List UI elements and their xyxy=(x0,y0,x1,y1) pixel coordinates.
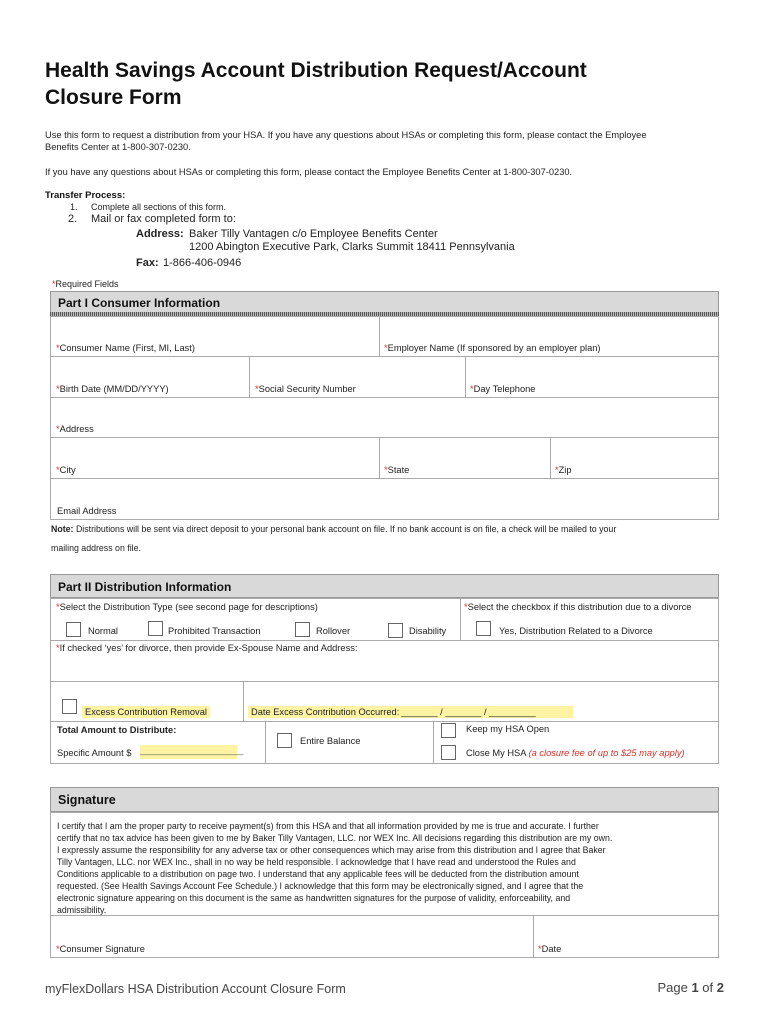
consumer-name-field[interactable]: *Consumer Name (First, MI, Last) xyxy=(56,343,195,353)
birth-date-field[interactable]: *Birth Date (MM/DD/YYYY) xyxy=(56,384,169,394)
divorce-label: Yes, Distribution Related to a Divorce xyxy=(499,626,653,636)
close-hsa-label: Close My HSA (a closure fee of up to $25 may apply) xyxy=(466,748,685,758)
close-hsa-checkbox[interactable] xyxy=(441,745,456,760)
prohibited-transaction-label: Prohibited Transaction xyxy=(168,626,261,636)
disability-label: Disability xyxy=(409,626,447,636)
consumer-signature-field[interactable]: *Consumer Signature xyxy=(56,944,145,954)
keep-hsa-open-label: Keep my HSA Open xyxy=(466,724,550,734)
step-2-number: 2. xyxy=(68,213,78,225)
entire-balance-checkbox[interactable] xyxy=(277,733,292,748)
fax-label: Fax: xyxy=(136,257,159,269)
date-excess-blank[interactable]: _______ / _______ / _________ xyxy=(401,707,536,717)
total-amount-label: Total Amount to Distribute: xyxy=(57,725,177,735)
fax-number: 1-866-406-0946 xyxy=(163,257,242,269)
mailing-address-line-1: Baker Tilly Vantagen c/o Employee Benefits Center xyxy=(189,228,438,240)
part-1-header: Part I Consumer Information xyxy=(50,291,719,313)
distribution-note: Note: Distributions will be sent via direct deposit to your personal bank account on file. If no bank account is on file, a check will be mailed to your mailing address on file. xyxy=(51,524,617,553)
certification-text: I certify that I am the proper party to receive payment(s) from this HSA and that all information provided by me is true and accurate. I further certify that no tax advice has been given to me by Baker Tilly Vantagen, LLC. nor WEX Inc. All decisions regarding this distribution are my own. I expressly assume the responsibility for any adverse tax or other consequences which may arise from this distribution and I agree that Baker Tilly Vantagen, LLC. nor WEX Inc., shall in no way be held responsible. I acknowledge that I have read and understood the Rules and Conditions applicable to a distribution on page two. I understand that any applicable fees will be deducted from the distribution amount requested. (See Health Savings Account Fee Schedule.) I acknowledge that this form may be electronically signed, and I agree that the electronic signature appearing on this document is the same as handwritten signatures for the purpose of validity, enforceability, and admissibility. xyxy=(57,821,613,915)
page-title xyxy=(45,57,665,111)
date-excess-label: Date Excess Contribution Occurred: xyxy=(251,707,400,717)
excess-contribution-label: Excess Contribution Removal xyxy=(82,706,210,718)
required-asterisk: * xyxy=(52,279,56,289)
address-field[interactable]: *Address xyxy=(56,424,94,434)
employer-name-field[interactable]: *Employer Name (If sponsored by an employer plan) xyxy=(384,343,601,353)
intro-paragraph-2: If you have any questions about HSAs or completing this form, please contact the Employee Benefits Center at 1-800-307-0230. xyxy=(45,167,573,177)
date-excess-field[interactable] xyxy=(248,706,573,718)
signature-date-field[interactable]: *Date xyxy=(538,944,562,954)
divorce-checkbox-label: *Select the checkbox if this distribution due to a divorce xyxy=(464,602,692,612)
city-field[interactable]: *City xyxy=(56,465,76,475)
page-number: Page 1 of 2 xyxy=(657,980,724,995)
rollover-label: Rollover xyxy=(316,626,351,636)
day-telephone-field[interactable]: *Day Telephone xyxy=(470,384,536,394)
mailing-address-line-2: 1200 Abington Executive Park, Clarks Summit 18411 Pennsylvania xyxy=(189,241,515,253)
step-1-number: 1. xyxy=(70,202,78,212)
normal-label: Normal xyxy=(88,626,118,636)
transfer-process-label: Transfer Process: xyxy=(45,190,126,201)
divorce-checkbox[interactable] xyxy=(476,621,491,636)
required-fields-note: *Required Fields xyxy=(52,279,119,289)
excess-contribution-checkbox[interactable] xyxy=(62,699,77,714)
step-1-text: Complete all sections of this form. xyxy=(91,202,227,212)
keep-hsa-open-checkbox[interactable] xyxy=(441,723,456,738)
state-field[interactable]: *State xyxy=(384,465,410,475)
email-field[interactable]: Email Address xyxy=(57,506,117,516)
intro-paragraph-1: Use this form to request a distribution from your HSA. If you have any questions about HSAs or completing this form, please contact the Employee Benefits Center at 1-800-307-0230. xyxy=(45,130,647,152)
specific-amount-input[interactable]: ____________________ xyxy=(140,745,237,759)
specific-amount-label: Specific Amount $ xyxy=(57,748,132,758)
step-2-text: Mail or fax completed form to: xyxy=(91,213,236,225)
title-line-2: Closure Form xyxy=(45,86,182,109)
part-2-header: Part II Distribution Information xyxy=(50,574,719,598)
distribution-type-label: *Select the Distribution Type (see second page for descriptions) xyxy=(56,602,318,612)
address-label: Address: xyxy=(136,228,184,240)
ex-spouse-name-address-field[interactable] xyxy=(56,656,706,678)
entire-balance-label: Entire Balance xyxy=(300,736,361,746)
disability-checkbox[interactable] xyxy=(388,623,403,638)
rollover-checkbox[interactable] xyxy=(295,622,310,637)
closure-fee-note: (a closure fee of up to $25 may apply) xyxy=(528,748,685,758)
prohibited-transaction-checkbox[interactable] xyxy=(148,621,163,636)
ex-spouse-instructions: *If checked ‘yes’ for divorce, then provide Ex-Spouse Name and Address: xyxy=(56,643,358,653)
ssn-field[interactable]: *Social Security Number xyxy=(255,384,356,394)
title-line-1: Health Savings Account Distribution Request/Account xyxy=(45,59,587,82)
normal-checkbox[interactable] xyxy=(66,622,81,637)
footer-form-name: myFlexDollars HSA Distribution Account Closure Form xyxy=(45,982,346,996)
zip-field[interactable]: *Zip xyxy=(555,465,572,475)
signature-header: Signature xyxy=(50,787,719,812)
